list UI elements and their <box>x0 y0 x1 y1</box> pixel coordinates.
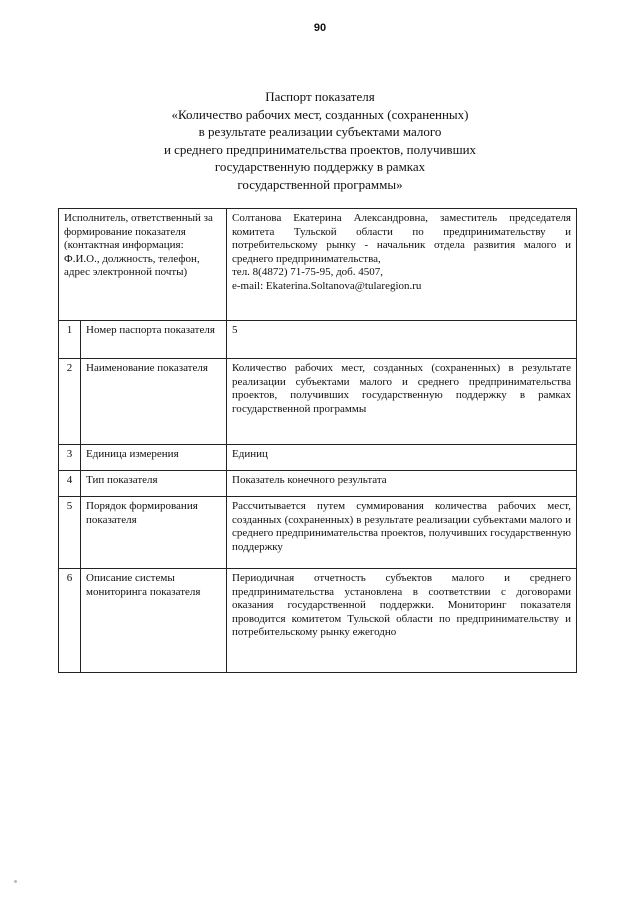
row-name: Единица измерения <box>81 445 227 471</box>
row-value: Периодичная отчетность субъектов малого и среднего предпринимательства установлена в соответствии с договорами оказания государственной поддержки. Мониторинг показателя проводится комитетом Тульской области по предпринимательству и потребительскому рынку ежегодно <box>227 569 577 673</box>
table-row <box>59 321 577 359</box>
executor-label: Исполнитель, ответственный за формирование показателя (контактная информация: Ф.И.О., должность, телефон, адрес электронной почты) <box>59 209 227 321</box>
title-line: и среднего предпринимательства проектов, получивших <box>163 141 477 157</box>
executor-value <box>227 209 577 321</box>
row-value: Показатель конечного результата <box>227 471 577 497</box>
page-number: 90 <box>313 22 327 34</box>
row-value: Единиц <box>227 445 577 471</box>
executor-phone: тел. 8(4872) 71-75-95, доб. 4507, <box>232 266 384 279</box>
executor-email: e-mail: Ekaterina.Soltanova@tularegion.ru <box>232 279 422 292</box>
document-title <box>60 88 580 193</box>
executor-name-position: Солтанова Екатерина Александровна, заместитель председателя комитета Тульской области по предпринимательству и потребительскому рынку - начальник отдела развития малого и среднего предпринимательства, <box>232 212 571 265</box>
row-number: 6 <box>59 569 81 673</box>
scan-dot <box>14 880 17 883</box>
row-number: 4 <box>59 471 81 497</box>
table-row <box>59 497 577 569</box>
title-line: в результате реализации субъектами малого <box>198 124 442 139</box>
row-value: Рассчитывается путем суммирования количества рабочих мест, созданных (сохраненных) в результате реализации субъектами малого и среднего предпринимательства проектов, получивших государственную поддержку <box>227 497 577 569</box>
row-name: Порядок формирования показателя <box>81 497 227 569</box>
row-number: 1 <box>59 321 81 359</box>
row-number: 3 <box>59 445 81 471</box>
table-row-executor <box>59 209 577 321</box>
table-row <box>59 471 577 497</box>
passport-table <box>58 208 577 673</box>
table-row <box>59 569 577 673</box>
row-name: Наименование показателя <box>81 359 227 445</box>
row-name: Описание системы мониторинга показателя <box>81 569 227 673</box>
row-number: 5 <box>59 497 81 569</box>
title-line: «Количество рабочих мест, созданных (сохраненных) <box>171 106 469 122</box>
table-row <box>59 445 577 471</box>
title-line: государственной программы» <box>237 176 403 192</box>
row-value: Количество рабочих мест, созданных (сохраненных) в результате реализации субъектами малого и среднего предпринимательства проектов, получивших государственную поддержку в рамках государственной программы <box>227 359 577 445</box>
row-name: Тип показателя <box>81 471 227 497</box>
row-number: 2 <box>59 359 81 445</box>
table-row <box>59 359 577 445</box>
row-name: Номер паспорта показателя <box>81 321 227 359</box>
title-line: государственную поддержку в рамках <box>214 159 426 174</box>
row-value: 5 <box>227 321 577 359</box>
title-line: Паспорт показателя <box>265 89 375 104</box>
